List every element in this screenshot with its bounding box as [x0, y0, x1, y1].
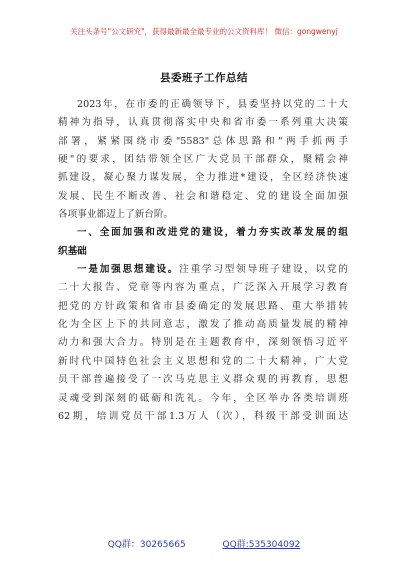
paragraph-line: 灵魂受到深刻的砥砺和洗礼。今年，全区举办各类培训班	[58, 392, 348, 404]
document-body	[58, 96, 348, 426]
qq-group-right-link[interactable]: QQ群:535304092	[222, 540, 301, 550]
paragraph-line: 各项事业都迈上了新台阶。	[58, 209, 174, 221]
paragraph-line: 化为全区上下的共同意志，激发了推动高质量发展的精神	[58, 319, 348, 331]
section-heading: 织基础	[58, 245, 87, 257]
subsection-lead: 一是加强思想建设。	[77, 264, 180, 276]
paragraph-line: 发展、民生不断改善、社会和谐稳定、党的建设全面加强	[58, 190, 348, 202]
paragraph-line: 2023年，在市委的正确领导下，县委坚持以党的二十大	[77, 99, 348, 110]
qq-group-left: QQ群：30265665	[107, 540, 186, 550]
paragraph-line: 部署，紧紧围绕市委"5583"总体思路和"两手抓两手	[58, 135, 348, 147]
paragraph-line: 员干部普遍接受了一次马克思主义群众观的再教育，思想	[58, 374, 348, 386]
paragraph-line: 二十大报告、党章等内容为重点，广泛深入开展学习教育	[58, 282, 348, 294]
paragraph-line-with-lead	[58, 261, 348, 279]
paragraph-line: 硬"的要求，团结带领全区广大党员干部群众，聚精会神	[58, 154, 348, 166]
contact-footer	[0, 537, 408, 550]
paragraph-text: 注重学习型领导班子建设，以党的	[179, 264, 348, 276]
paragraph-line: 把党的方针政策和省市县委确定的发展思路、重大举措转	[58, 300, 348, 312]
paragraph-line: 动力和强大合力。特别是在主题教育中，深刻领悟习近平	[58, 337, 348, 349]
paragraph-line: 抓建设，凝心聚力谋发展，全力推进*建设，全区经济快速	[58, 172, 348, 184]
paragraph-line: 精神为指导，认真贯彻落实中央和省市委一系列重大决策	[58, 117, 348, 129]
paragraph-line: 新时代中国特色社会主义思想和党的二十大精神，广大党	[58, 355, 348, 367]
promo-header: 关注头条号"公文研究"，获得最新最全最专业的公文资料库！ 微信：gongwenyj	[70, 27, 338, 36]
paragraph-line: 62期，培训党员干部1.3万人（次），科级干部受训面达	[58, 410, 348, 422]
document-title: 县委班子工作总结	[160, 72, 248, 84]
section-heading: 一、全面加强和改进党的建设，着力夯实改革发展的组	[77, 227, 348, 239]
